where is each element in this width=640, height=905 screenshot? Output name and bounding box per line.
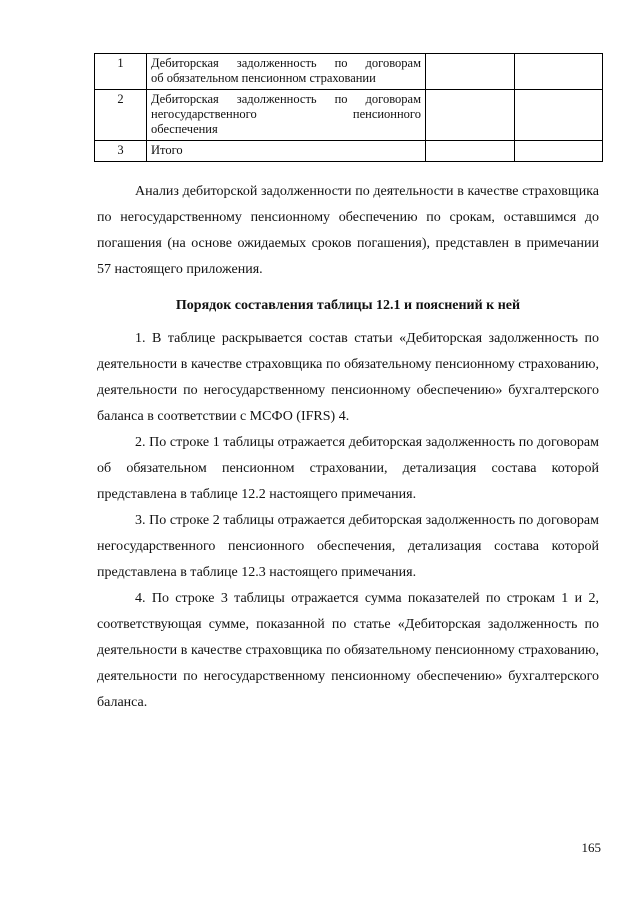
row-number: 1 (95, 54, 147, 90)
empty-cell (515, 54, 603, 90)
receivables-table (94, 53, 603, 162)
row-number: 3 (95, 141, 147, 162)
row-description-line: об обязательном пенсионном страховании (151, 71, 376, 85)
table-row (95, 141, 603, 162)
intro-paragraph: Анализ дебиторской задолженности по деятельности в качестве страховщика по негосударственному пенсионному обеспечению по срокам, оставшимся до погашения (на основе ожидаемых сроков погашения), представлен в примечании 57 настоящего приложения. (97, 184, 599, 277)
row-description-line: Дебиторская задолженность по договорам (151, 56, 421, 70)
row-description-line: обеспечения (151, 122, 218, 136)
row-description-line: Дебиторская задолженность по договорам (151, 92, 421, 106)
empty-cell (515, 141, 603, 162)
row-description (147, 90, 426, 141)
empty-cell (426, 141, 515, 162)
row-description-line: негосударственного пенсионного (151, 107, 421, 121)
row-number: 2 (95, 90, 147, 141)
point-paragraph-3: 3. По строке 2 таблицы отражается дебиторская задолженность по договорам негосударственного пенсионного обеспечения, детализация состава которой представлена в таблице 12.3 настоящего примечания. (97, 513, 599, 580)
table-row (95, 90, 603, 141)
point-paragraph-1: 1. В таблице раскрывается состав статьи «Дебиторская задолженность по деятельности в качестве страховщика по обязательному пенсионному страхованию, деятельности по негосударственному пенсионному обеспечению» бухгалтерского баланса в соответствии с МСФО (IFRS) 4. (97, 331, 599, 424)
section-heading: Порядок составления таблицы 12.1 и пояснений к ней (175, 298, 521, 313)
table-row (95, 54, 603, 90)
intro-block (97, 179, 599, 283)
page-number: 165 (581, 840, 601, 855)
empty-cell (426, 54, 515, 90)
point-paragraph-4: 4. По строке 3 таблицы отражается сумма показателей по строкам 1 и 2, соответствующая сумме, показанной по статье «Дебиторская задолженность по деятельности в качестве страховщика по обязательному пенсионному страхованию, деятельности по негосударственному пенсионному обеспечению» бухгалтерского баланса. (97, 591, 599, 710)
points-block (97, 326, 599, 716)
row-description-line: Итого (151, 143, 183, 157)
row-description (147, 54, 426, 90)
point-paragraph-2: 2. По строке 1 таблицы отражается дебиторская задолженность по договорам об обязательном пенсионном страховании, детализация состава которой представлена в таблице 12.2 настоящего примечания. (97, 435, 599, 502)
empty-cell (515, 90, 603, 141)
row-description (147, 141, 426, 162)
empty-cell (426, 90, 515, 141)
